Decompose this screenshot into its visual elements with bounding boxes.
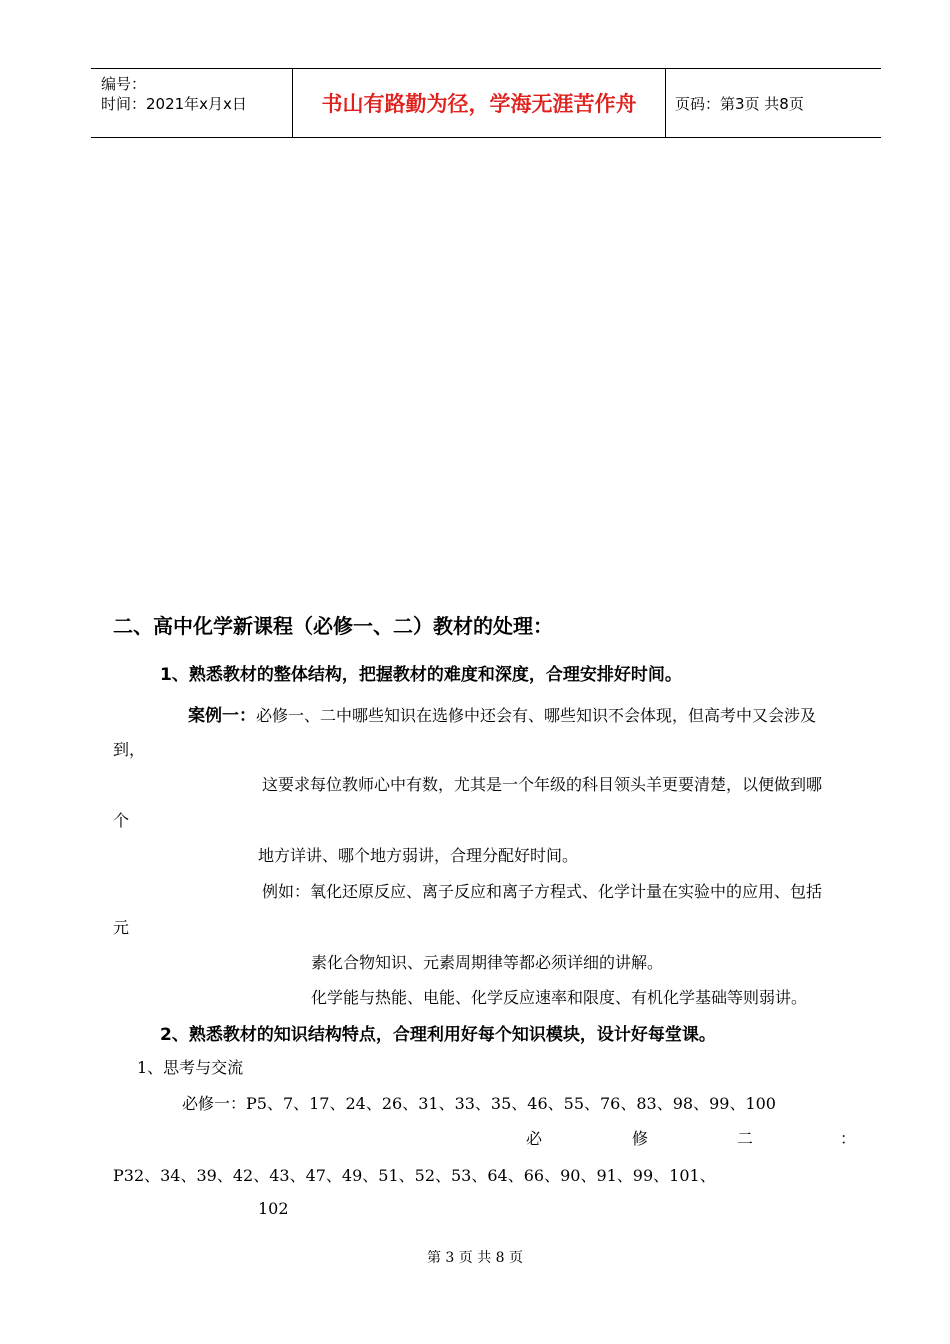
- required-one-list: 必修一：P5、7、17、24、26、31、33、35、46、55、76、83、98、99、100: [182, 1094, 776, 1113]
- think-heading: 1、思考与交流: [137, 1058, 244, 1077]
- header-divider: [665, 69, 666, 137]
- section-title: 二、高中化学新课程（必修一、二）教材的处理：: [113, 614, 553, 638]
- header-info: [91, 69, 291, 137]
- required-two-char: 修: [632, 1129, 649, 1148]
- time-label: 时间：2021年x月x日: [101, 95, 247, 113]
- required-two-char: 必: [526, 1129, 543, 1148]
- subheading-2: 2、熟悉教材的知识结构特点，合理利用好每个知识模块，设计好每堂课。: [160, 1025, 716, 1045]
- required-two-char: ：: [840, 1129, 857, 1148]
- required-two-list-tail: 102: [258, 1199, 289, 1218]
- text-line: 素化合物知识、元素周期律等都必须详细的讲解。: [311, 953, 664, 972]
- text-line: 这要求每位教师心中有数，尤其是一个年级的科目领头羊更要清楚，以便做到哪: [262, 775, 823, 794]
- required-two-list: P32、34、39、42、43、47、49、51、52、53、64、66、90、91、99、101、: [113, 1166, 716, 1185]
- subheading-1: 1、熟悉教材的整体结构，把握教材的难度和深度，合理安排好时间。: [160, 665, 682, 685]
- text-line: 化学能与热能、电能、化学反应速率和限度、有机化学基础等则弱讲。: [311, 988, 808, 1007]
- text-line: 个: [113, 811, 130, 830]
- text-line: 元: [113, 918, 130, 937]
- number-label: 编号：: [101, 75, 147, 93]
- page-header: [91, 68, 881, 138]
- case-text: 必修一、二中哪些知识在选修中还会有、哪些知识不会体现，但高考中又会涉及: [256, 706, 817, 725]
- required-two-char: 二: [737, 1129, 754, 1148]
- case-paragraph: [188, 701, 816, 726]
- page-footer: 第 3 页 共 8 页: [426, 1250, 524, 1266]
- text-line: 到，: [113, 740, 146, 759]
- header-motto: 书山有路勤为径，学海无涯苦作舟: [321, 91, 637, 116]
- text-line: 例如：氧化还原反应、离子反应和离子方程式、化学计量在实验中的应用、包括: [262, 882, 823, 901]
- case-label: 案例一：: [188, 706, 256, 726]
- header-page-label: 页码：第3页 共8页: [675, 95, 804, 113]
- text-line: 地方详讲、哪个地方弱讲，合理分配好时间。: [258, 846, 579, 865]
